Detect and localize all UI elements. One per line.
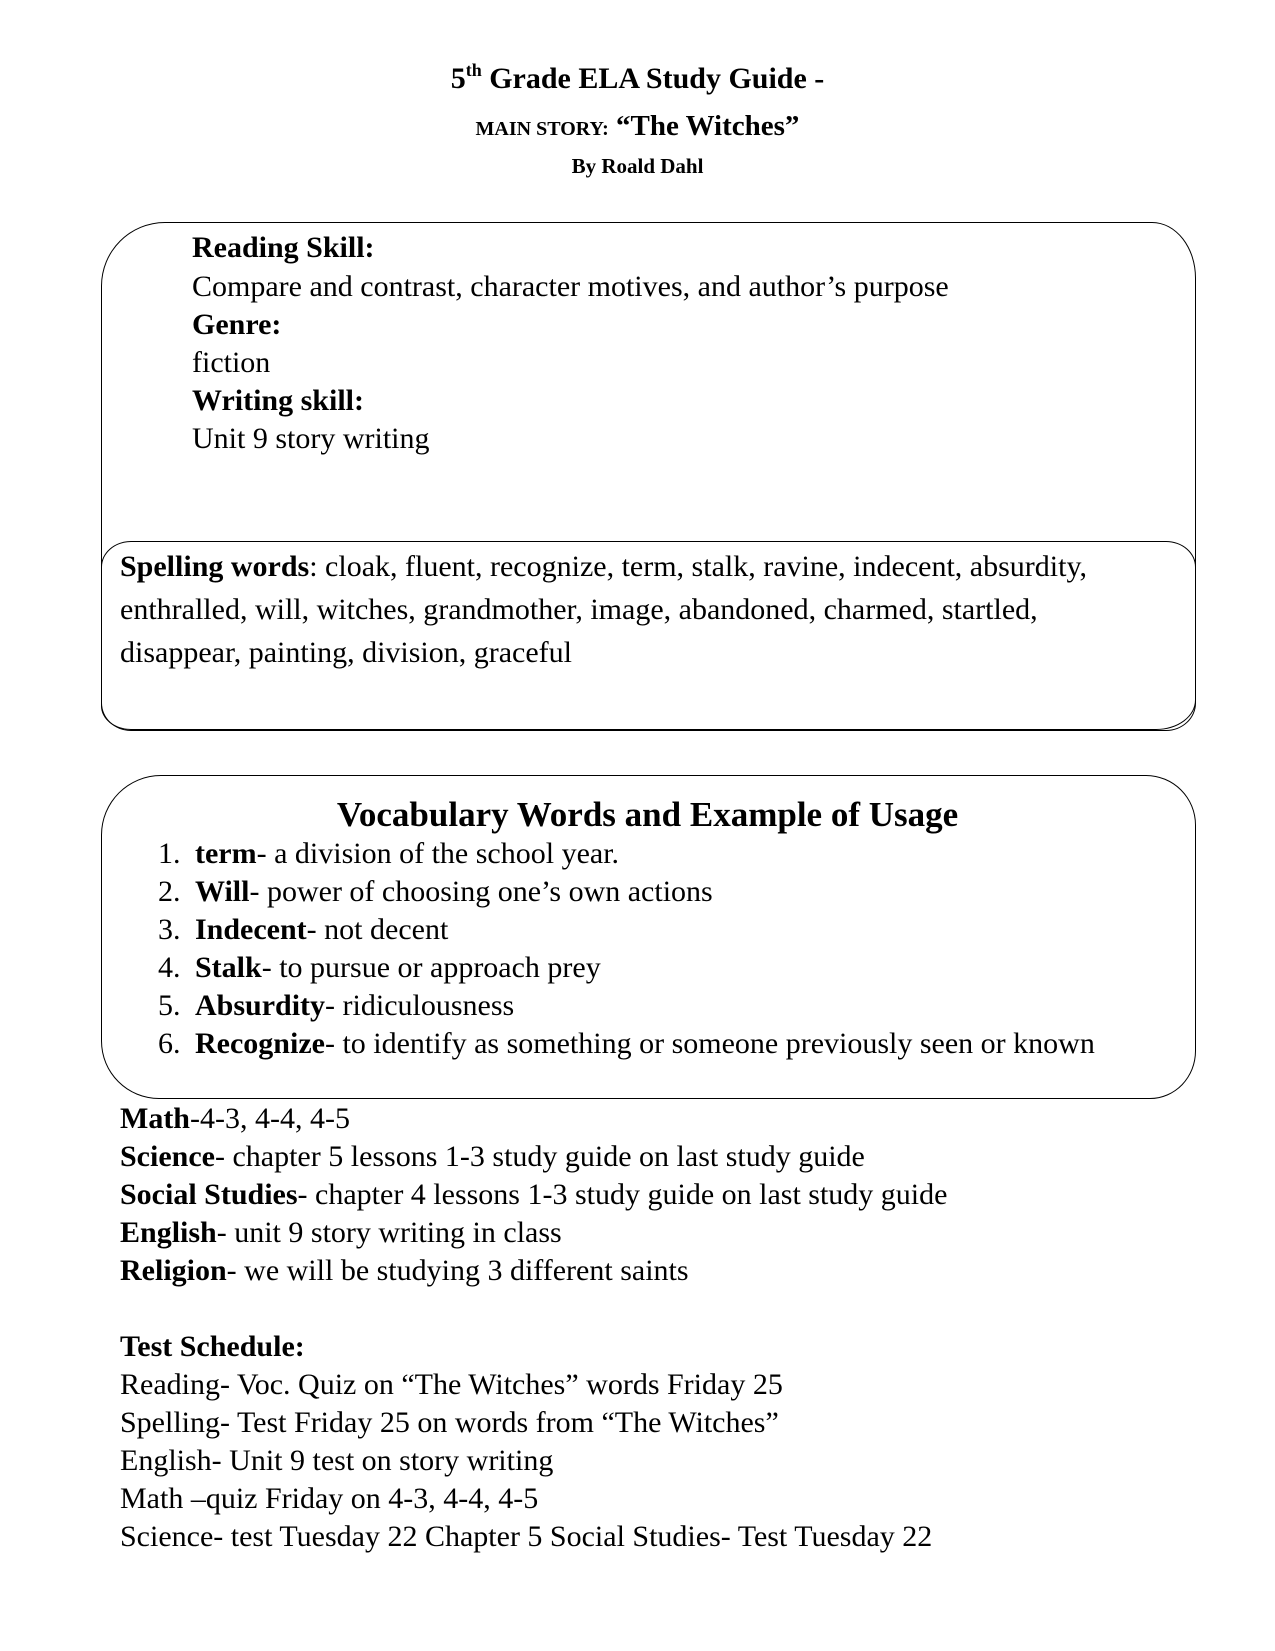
vocab-number: 6. [158,1027,181,1060]
test-item: Math –quiz Friday on 4-3, 4-4, 4-5 [120,1482,539,1515]
genre-value: fiction [192,346,271,379]
vocab-item: Indecent- not decent [195,913,449,946]
author-line: By Roald Dahl [571,154,704,178]
subject-english: English- unit 9 story writing in class [120,1216,562,1249]
genre-label: Genre: [192,308,282,341]
subject-math: Math-4-3, 4-4, 4-5 [120,1102,350,1135]
vocabulary-title: Vocabulary Words and Example of Usage [336,795,959,834]
vocab-number: 3. [158,913,181,946]
writing-skill-value: Unit 9 story writing [192,422,430,455]
test-item: Reading- Voc. Quiz on “The Witches” words Friday 25 [120,1368,783,1401]
spelling-label: Spelling words [120,550,310,583]
vocab-item: Absurdity- ridiculousness [195,989,515,1022]
test-item: Spelling- Test Friday 25 on words from “The Witches” [120,1406,779,1439]
reading-skill-label: Reading Skill: [192,231,375,264]
subject-science: Science- chapter 5 lessons 1-3 study guide on last study guide [120,1140,865,1173]
main-story-label: MAIN STORY: [475,118,609,140]
test-item: English- Unit 9 test on story writing [120,1444,554,1477]
vocab-item: term- a division of the school year. [195,837,620,870]
grade-suffix: th [465,60,482,80]
spelling-line-3: disappear, painting, division, graceful [120,636,573,669]
vocab-item: Stalk- to pursue or approach prey [195,951,601,984]
vocab-item: Recognize- to identify as something or someone previously seen or known [195,1027,1095,1060]
title-text: Grade ELA Study Guide - [481,62,825,95]
spelling-line-2: enthralled, will, witches, grandmother, image, abandoned, charmed, startled, [120,593,1038,626]
vocab-number: 2. [158,875,181,908]
subject-social-studies: Social Studies- chapter 4 lessons 1-3 study guide on last study guide [120,1178,948,1211]
page-title [0,62,1275,96]
spelling-line-1: Spelling words: cloak, fluent, recognize, term, stalk, ravine, indecent, absurdity, [120,550,1087,583]
grade-number: 5 [450,62,466,95]
vocab-item: Will- power of choosing one’s own actions [195,875,713,908]
test-schedule-label: Test Schedule: [120,1330,305,1363]
vocab-number: 4. [158,951,181,984]
main-story-line [0,110,1275,143]
reading-skill-value: Compare and contrast, character motives, and author’s purpose [192,270,949,303]
main-story-title: “The Witches” [616,110,800,142]
subject-religion: Religion- we will be studying 3 different saints [120,1254,689,1287]
test-item: Science- test Tuesday 22 Chapter 5 Social Studies- Test Tuesday 22 [120,1520,933,1553]
writing-skill-label: Writing skill: [192,384,364,417]
vocab-number: 1. [158,837,181,870]
vocab-number: 5. [158,989,181,1022]
